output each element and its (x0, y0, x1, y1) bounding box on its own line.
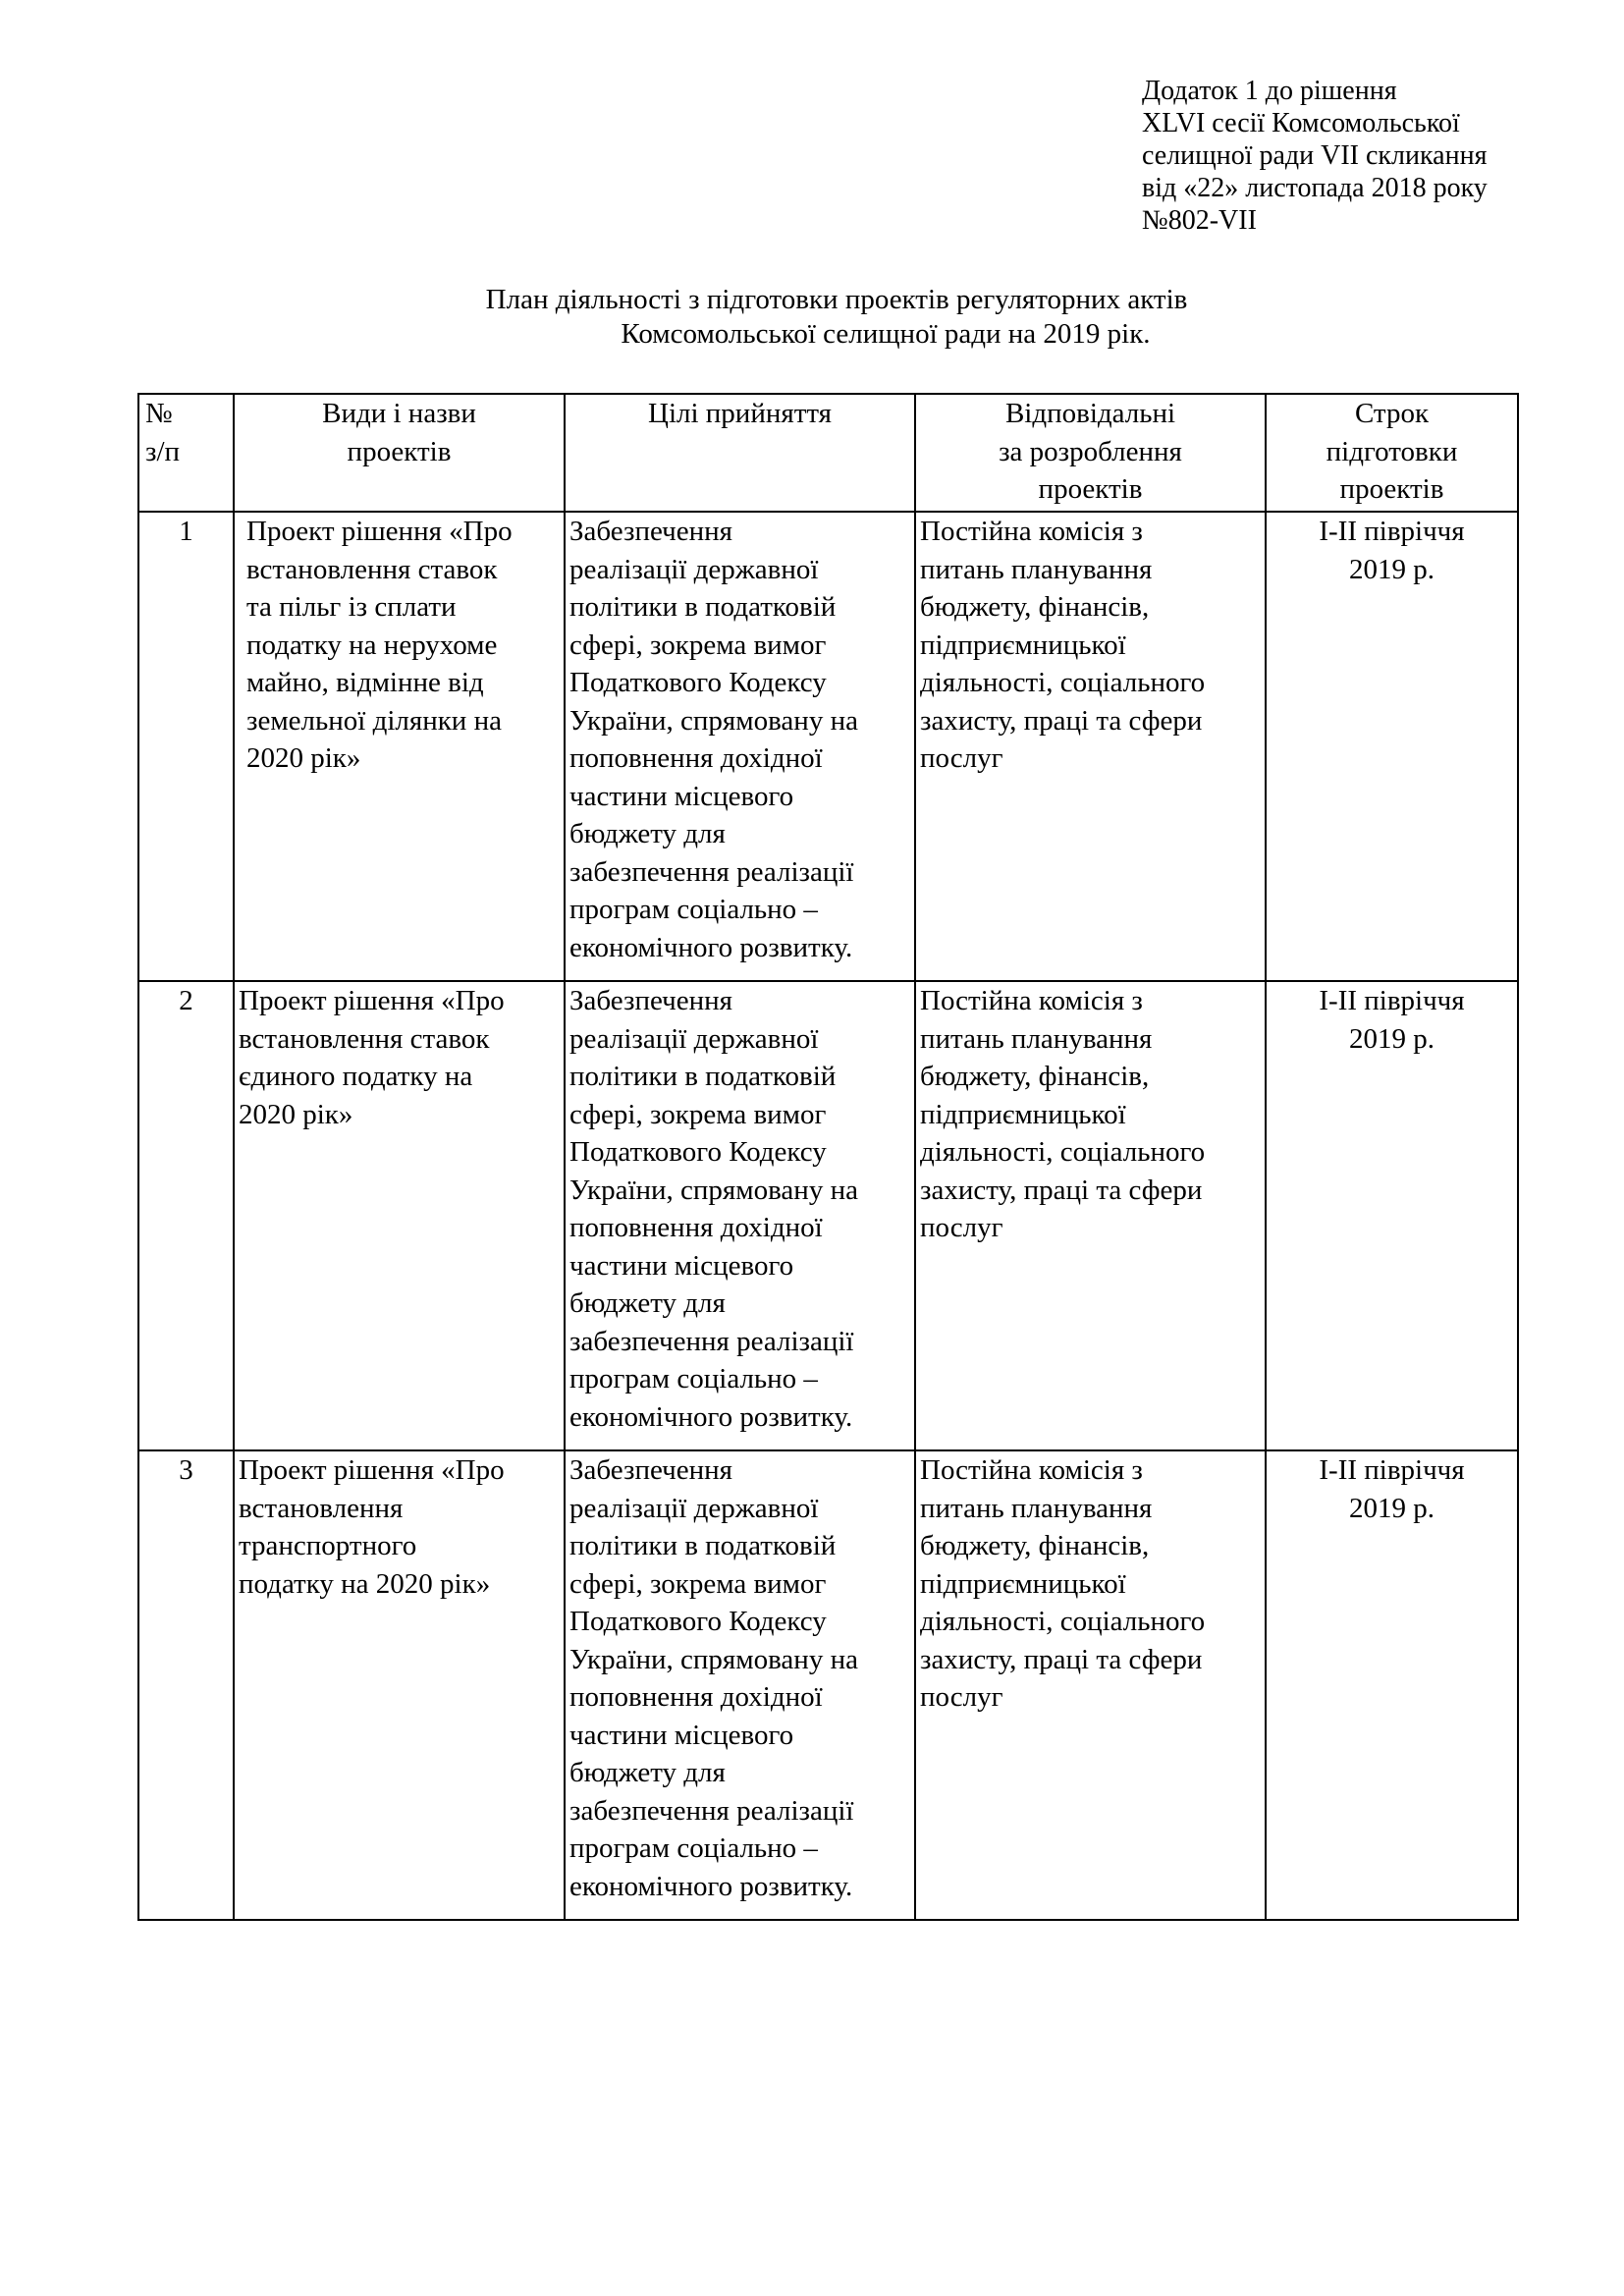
cell-line: економічного розвитку. (569, 1400, 853, 1433)
cell-line: питань планування (920, 1022, 1153, 1055)
cell-line: Податкового Кодексу (569, 1136, 827, 1168)
cell-line: Забезпечення (569, 1454, 732, 1486)
cell-line: 2020 рік» (246, 742, 361, 774)
cell-line: за розроблення (999, 435, 1182, 467)
cell-line: встановлення (239, 1492, 404, 1524)
cell-line: бюджету для (569, 1287, 726, 1319)
cell-line: захисту, праці та сфери (920, 704, 1203, 737)
header-goal (565, 394, 915, 512)
cell-line: І-ІІ півріччя (1319, 985, 1465, 1016)
cell-line: України, спрямовану на (569, 1174, 858, 1206)
cell-line: забезпечення реалізації (569, 855, 854, 888)
cell-line: економічного розвитку. (569, 1870, 853, 1902)
cell-line: проектів (1038, 473, 1143, 505)
cell-line: встановлення ставок (246, 553, 498, 585)
term-cell (1266, 981, 1518, 1450)
cell-line: з/п (145, 435, 181, 467)
responsible-cell (915, 981, 1266, 1450)
cell-line: програм соціально – (569, 1832, 818, 1864)
table-row (138, 981, 1518, 1450)
cell-line: бюджету, фінансів, (920, 591, 1150, 623)
cell-line: діяльності, соціального (920, 1136, 1206, 1168)
header-responsible (915, 394, 1266, 512)
cell-line: підготовки (1326, 435, 1458, 467)
cell-line: послуг (920, 742, 1003, 774)
cell-line: сфері, зокрема вимог (569, 629, 827, 661)
annex-line: селищної ради VII скликання (1142, 140, 1488, 171)
cell-line: І-ІІ півріччя (1319, 516, 1465, 547)
cell-line: Цілі прийняття (648, 398, 832, 429)
project-name-cell (234, 981, 565, 1450)
annex-line: №802-VII (1142, 205, 1257, 236)
cell-line: питань планування (920, 553, 1153, 585)
cell-line: податку на 2020 рік» (239, 1567, 491, 1600)
table-header-row (138, 394, 1518, 512)
cell-line: 2019 р. (1349, 1492, 1435, 1524)
cell-line: забезпечення реалізації (569, 1794, 854, 1827)
row-number: 3 (138, 1450, 234, 1920)
term-cell (1266, 512, 1518, 981)
cell-line: Проект рішення «Про (239, 1454, 505, 1486)
annex-line: від «22» листопада 2018 року (1142, 173, 1488, 203)
cell-line: захисту, праці та сфери (920, 1174, 1203, 1206)
cell-line: підприємницької (920, 1567, 1126, 1600)
goal-cell (565, 512, 915, 981)
cell-line: єдиного податку на (239, 1061, 473, 1092)
row-number: 2 (138, 981, 234, 1450)
responsible-cell (915, 512, 1266, 981)
cell-line: бюджету, фінансів, (920, 1530, 1150, 1561)
header-name (234, 394, 565, 512)
cell-line: Проект рішення «Про (239, 985, 505, 1016)
cell-line: бюджету для (569, 1757, 726, 1788)
cell-line: Забезпечення (569, 985, 732, 1016)
cell-line: Види і назви (322, 398, 476, 429)
cell-line: Відповідальні (1004, 398, 1176, 429)
cell-line: частини місцевого (569, 780, 794, 812)
cell-line: політики в податковій (569, 591, 837, 623)
project-name-cell (234, 1450, 565, 1920)
annex-note (1142, 75, 1488, 237)
title-line-2: Комсомольської селищної ради на 2019 рік. (621, 318, 1151, 350)
cell-line: програм соціально – (569, 1363, 818, 1394)
cell-line: економічного розвитку. (569, 931, 853, 963)
cell-line: частини місцевого (569, 1249, 794, 1282)
cell-line: Проект рішення «Про (246, 516, 513, 547)
cell-line: майно, відмінне від (246, 667, 484, 698)
cell-line: України, спрямовану на (569, 704, 858, 737)
cell-line: транспортного (239, 1530, 417, 1561)
cell-line: встановлення ставок (239, 1022, 490, 1055)
cell-line: сфері, зокрема вимог (569, 1567, 827, 1600)
header-term (1266, 394, 1518, 512)
cell-line: Постійна комісія з (920, 516, 1143, 547)
cell-line: Постійна комісія з (920, 985, 1143, 1016)
annex-line: XLVI сесії Комсомольської (1142, 108, 1460, 138)
cell-line: Забезпечення (569, 516, 732, 547)
document-title (0, 283, 1624, 352)
annex-line: Додаток 1 до рішення (1142, 76, 1397, 106)
cell-line: проектів (347, 435, 452, 467)
cell-line: поповнення дохідної (569, 1212, 823, 1243)
cell-line: проектів (1339, 473, 1444, 505)
plan-table (137, 393, 1519, 1921)
cell-line: бюджету, фінансів, (920, 1061, 1150, 1092)
cell-line: Строк (1354, 398, 1430, 429)
cell-line: І-ІІ півріччя (1319, 1454, 1465, 1486)
term-cell (1266, 1450, 1518, 1920)
cell-line: 2020 рік» (239, 1098, 353, 1130)
cell-line: Податкового Кодексу (569, 1606, 827, 1637)
cell-line: реалізації державної (569, 1022, 819, 1055)
cell-line: захисту, праці та сфери (920, 1643, 1203, 1675)
cell-line: бюджету для (569, 818, 726, 849)
cell-line: України, спрямовану на (569, 1643, 858, 1675)
goal-cell (565, 981, 915, 1450)
cell-line: поповнення дохідної (569, 742, 823, 774)
row-number: 1 (138, 512, 234, 981)
cell-line: політики в податковій (569, 1530, 837, 1561)
cell-line: № (145, 398, 173, 429)
cell-line: частини місцевого (569, 1719, 794, 1751)
title-line-1: План діяльності з підготовки проектів регуляторних актів (485, 284, 1188, 315)
cell-line: реалізації державної (569, 1492, 819, 1524)
project-name-cell (234, 512, 565, 981)
cell-line: підприємницької (920, 1098, 1126, 1130)
cell-line: поповнення дохідної (569, 1681, 823, 1713)
cell-line: послуг (920, 1212, 1003, 1243)
header-num (138, 394, 234, 512)
cell-line: 2019 р. (1349, 553, 1435, 585)
cell-line: та пільг із сплати (246, 591, 457, 623)
cell-line: послуг (920, 1681, 1003, 1713)
table-row (138, 512, 1518, 981)
cell-line: Постійна комісія з (920, 1454, 1143, 1486)
cell-line: політики в податковій (569, 1061, 837, 1092)
cell-line: податку на нерухоме (246, 629, 498, 661)
goal-cell (565, 1450, 915, 1920)
cell-line: 2019 р. (1349, 1022, 1435, 1055)
cell-line: питань планування (920, 1492, 1153, 1524)
cell-line: підприємницької (920, 629, 1126, 661)
cell-line: програм соціально – (569, 894, 818, 925)
table-row (138, 1450, 1518, 1920)
cell-line: реалізації державної (569, 553, 819, 585)
cell-line: діяльності, соціального (920, 1606, 1206, 1637)
cell-line: діяльності, соціального (920, 667, 1206, 698)
cell-line: земельної ділянки на (246, 704, 502, 737)
cell-line: забезпечення реалізації (569, 1325, 854, 1357)
responsible-cell (915, 1450, 1266, 1920)
cell-line: сфері, зокрема вимог (569, 1098, 827, 1130)
cell-line: Податкового Кодексу (569, 667, 827, 698)
